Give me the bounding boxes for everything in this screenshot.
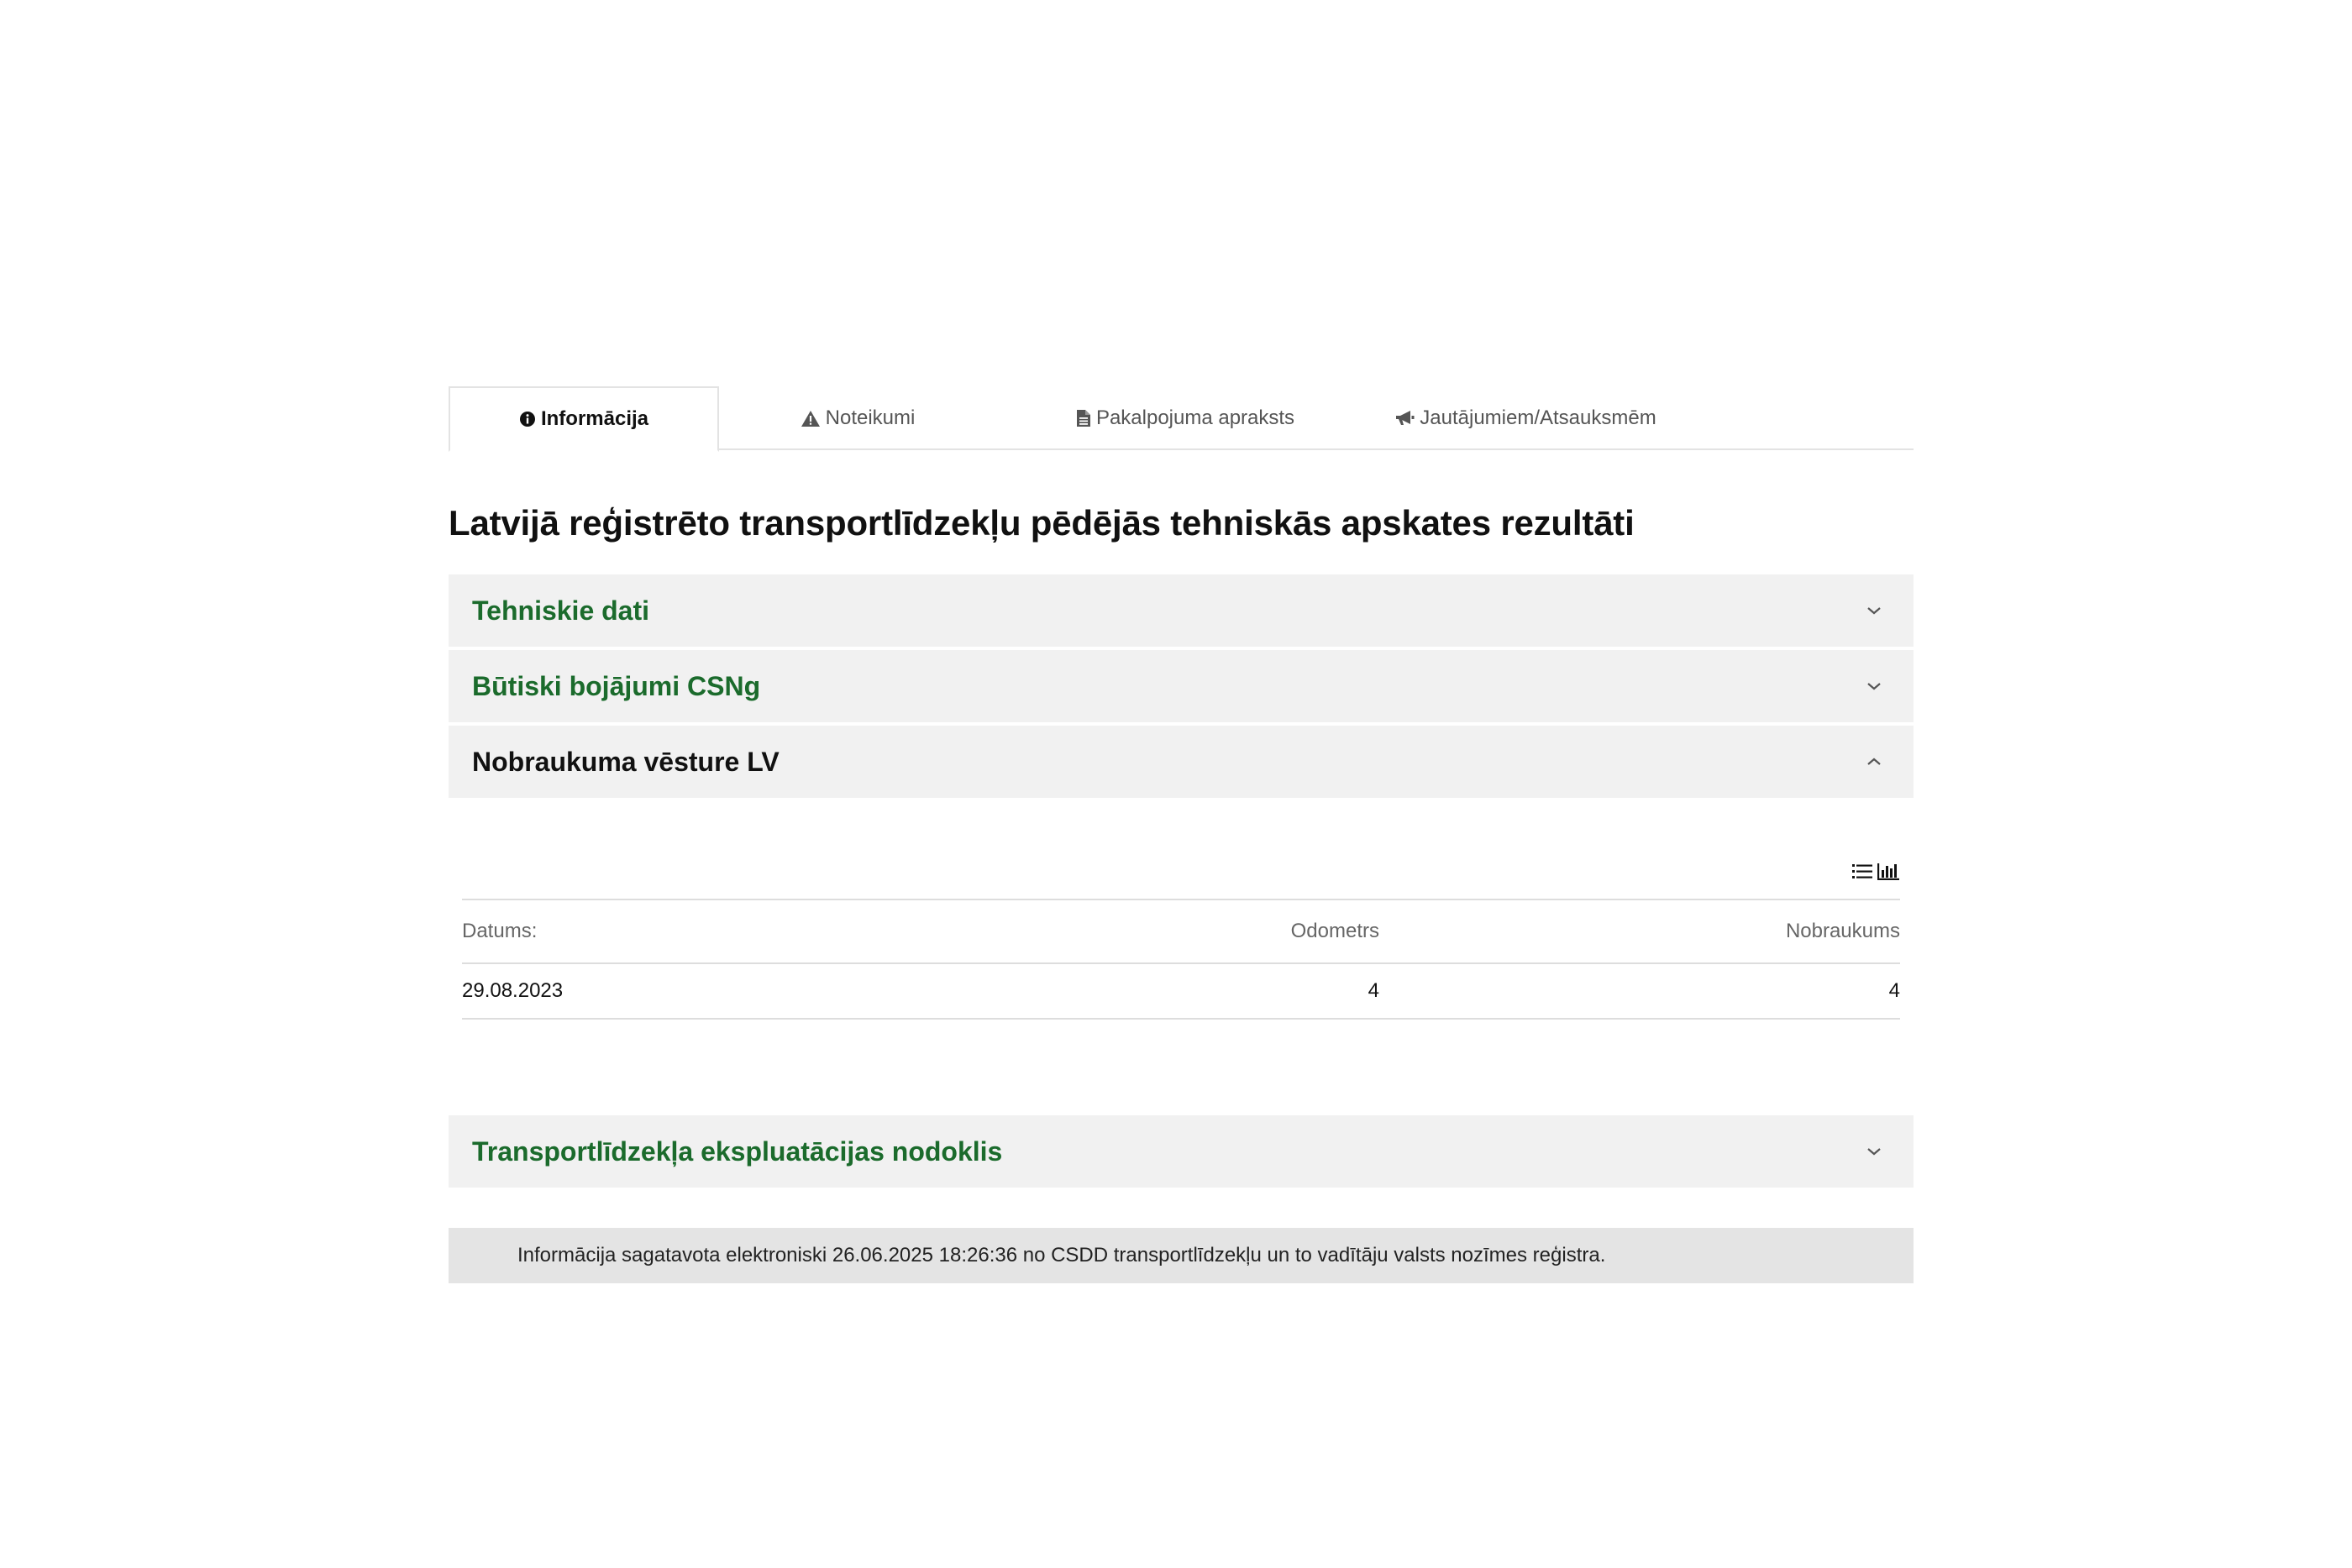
table-row — [462, 964, 1900, 1020]
accordion-title: Nobraukuma vēsture LV — [472, 746, 780, 777]
tab-jautajumiem-atsauksmem[interactable] — [1374, 386, 1677, 450]
tab-label: Noteikumi — [825, 406, 916, 429]
tab-noteikumi[interactable] — [719, 386, 996, 450]
cell-date: 29.08.2023 — [462, 979, 564, 1002]
list-view-button[interactable] — [1851, 862, 1873, 882]
accordion-butiski-bojajumi[interactable] — [449, 650, 1914, 722]
page-container — [449, 386, 1914, 1283]
info-note — [449, 1228, 1914, 1283]
megaphone-icon — [1394, 410, 1415, 427]
info-note-text: Informācija sagatavota elektroniski 26.06.2025 18:26:36 no CSDD transportlīdzekļu un to vadītāju valsts nozīmes reģistra. — [517, 1244, 1606, 1266]
tab-bar — [449, 386, 1914, 450]
info-circle-icon — [519, 411, 536, 427]
chevron-down-icon — [1866, 1146, 1882, 1156]
accordion-ekspluatacijas-nodoklis[interactable] — [449, 1115, 1914, 1188]
accordion-title: Būtiski bojājumi CSNg — [472, 670, 761, 701]
chevron-down-icon — [1866, 606, 1882, 616]
tab-label: Jautājumiem/Atsauksmēm — [1420, 406, 1656, 429]
tab-label: Informācija — [540, 407, 649, 430]
bar-chart-icon — [1877, 862, 1900, 882]
accordion-title: Transportlīdzekļa ekspluatācijas nodoklis — [472, 1135, 1003, 1167]
chevron-down-icon — [1866, 681, 1882, 691]
page-title: Latvijā reģistrēto transportlīdzekļu pēdējās tehniskās apskates rezultāti — [449, 503, 1635, 543]
accordion-tehniskie-dati[interactable] — [449, 574, 1914, 647]
accordion-list — [449, 574, 1914, 1188]
list-icon — [1851, 862, 1873, 882]
accordion-nobraukuma-vesture[interactable] — [449, 726, 1914, 798]
table-header-row — [462, 900, 1900, 964]
accordion-title: Tehniskie dati — [472, 595, 650, 626]
mileage-panel — [449, 858, 1914, 1020]
tab-pakalpojuma-apraksts[interactable] — [996, 386, 1374, 450]
document-icon — [1076, 409, 1091, 427]
cell-odometer: 4 — [1368, 979, 1379, 1002]
column-header-odometer: Odometrs — [1290, 920, 1379, 942]
tab-label: Pakalpojuma apraksts — [1095, 406, 1295, 429]
cell-distance: 4 — [1888, 979, 1900, 1002]
mileage-table — [462, 899, 1900, 1020]
view-toggle — [462, 858, 1900, 885]
chevron-up-icon — [1866, 757, 1882, 767]
warning-triangle-icon — [801, 410, 821, 427]
column-header-date: Datums: — [462, 920, 538, 942]
column-header-distance: Nobraukums — [1785, 920, 1900, 942]
chart-view-button[interactable] — [1877, 862, 1900, 882]
tab-informacija[interactable] — [449, 386, 719, 452]
